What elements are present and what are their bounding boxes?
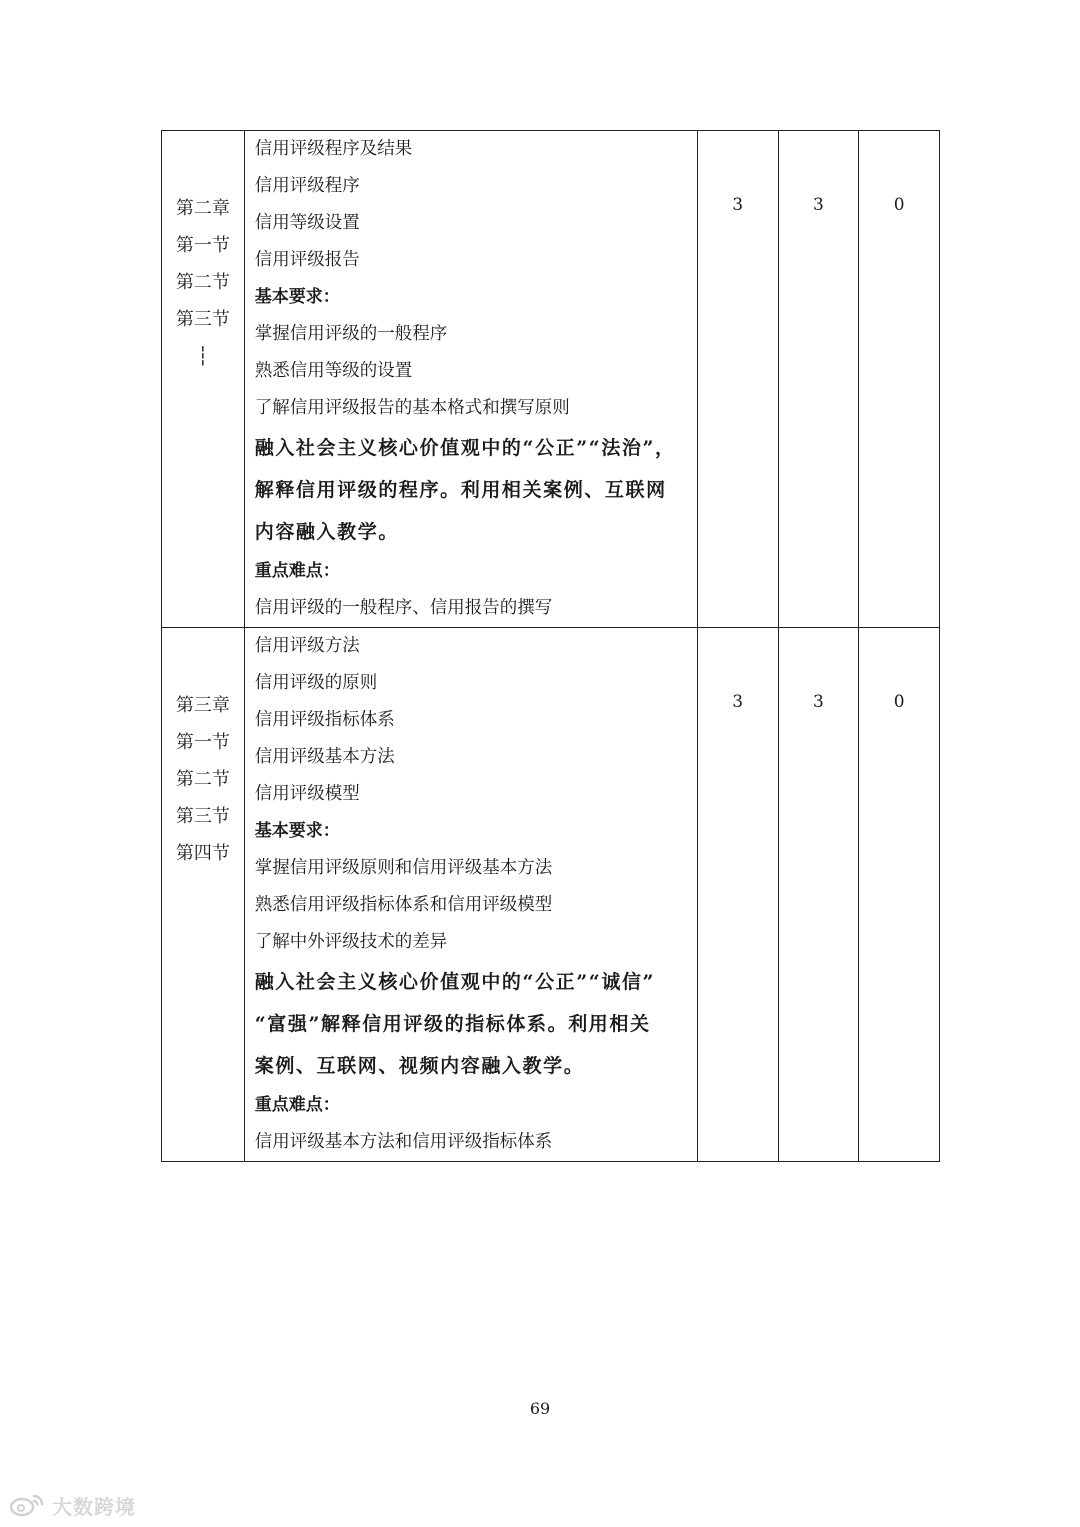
chapter-cell	[162, 628, 245, 1162]
bold-paragraph-line: 融入社会主义核心价值观中的“公正”“诚信”	[254, 971, 656, 993]
content-line: 信用评级模型	[254, 784, 360, 804]
bold-paragraph-line: 解释信用评级的程序。利用相关案例、互联网	[254, 479, 667, 501]
content-line: 信用评级的一般程序、信用报告的撰写	[254, 598, 553, 618]
watermark-text: 大数跨境	[52, 1494, 136, 1519]
chapter-cell	[162, 131, 245, 628]
bold-paragraph-line: 案例、互联网、视频内容融入教学。	[254, 1055, 585, 1077]
bold-paragraph-line: “富强”解释信用评级的指标体系。利用相关	[254, 1013, 651, 1035]
content-cell	[244, 628, 697, 1162]
section-label: 重点难点：	[254, 561, 340, 581]
content-line: 了解中外评级技术的差异	[254, 932, 448, 952]
hours-practice-cell: 0	[859, 131, 940, 628]
chapter-line: ┆	[197, 346, 209, 367]
page-number: 69	[529, 1399, 551, 1418]
bold-paragraph-line: 融入社会主义核心价值观中的“公正”“法治”，	[254, 437, 676, 459]
hours-practice-cell: 0	[859, 628, 940, 1162]
content-line: 掌握信用评级原则和信用评级基本方法	[254, 858, 553, 878]
hours-total-cell: 3	[697, 628, 778, 1162]
content-line: 信用等级设置	[254, 213, 360, 233]
weibo-logo-icon	[8, 1492, 48, 1518]
content-line: 信用评级指标体系	[254, 710, 395, 730]
table-row	[162, 131, 940, 628]
section-label: 重点难点：	[254, 1095, 340, 1115]
content-line: 信用评级基本方法和信用评级指标体系	[254, 1132, 553, 1152]
syllabus-table-body	[162, 131, 940, 1162]
chapter-line: 第一节	[175, 732, 230, 753]
content-line: 信用评级基本方法	[254, 747, 395, 767]
syllabus-table	[161, 130, 940, 1162]
chapter-line: 第二节	[175, 272, 230, 293]
chapter-line: 第四节	[175, 843, 230, 864]
content-line: 掌握信用评级的一般程序	[254, 324, 448, 344]
content-line: 信用评级报告	[254, 250, 360, 270]
content-line: 熟悉信用等级的设置	[254, 361, 413, 381]
chapter-line: 第一节	[175, 235, 230, 256]
content-line: 了解信用评级报告的基本格式和撰写原则	[254, 398, 570, 418]
table-row	[162, 628, 940, 1162]
hours-total-cell: 3	[697, 131, 778, 628]
bold-paragraph-line: 内容融入教学。	[254, 521, 399, 543]
chapter-line: 第三章	[175, 695, 230, 716]
hours-theory-cell: 3	[778, 131, 859, 628]
content-line: 信用评级方法	[254, 636, 360, 656]
content-line: 信用评级程序及结果	[254, 139, 413, 159]
hours-theory-cell: 3	[778, 628, 859, 1162]
section-label: 基本要求：	[254, 821, 340, 841]
watermark	[8, 1490, 136, 1520]
chapter-line: 第三节	[175, 309, 230, 330]
content-cell	[244, 131, 697, 628]
chapter-line: 第三节	[175, 806, 230, 827]
section-label: 基本要求：	[254, 287, 340, 307]
content-line: 信用评级程序	[254, 176, 360, 196]
chapter-line: 第二章	[175, 198, 230, 219]
content-line: 熟悉信用评级指标体系和信用评级模型	[254, 895, 553, 915]
content-line: 信用评级的原则	[254, 673, 378, 693]
chapter-line: 第二节	[175, 769, 230, 790]
